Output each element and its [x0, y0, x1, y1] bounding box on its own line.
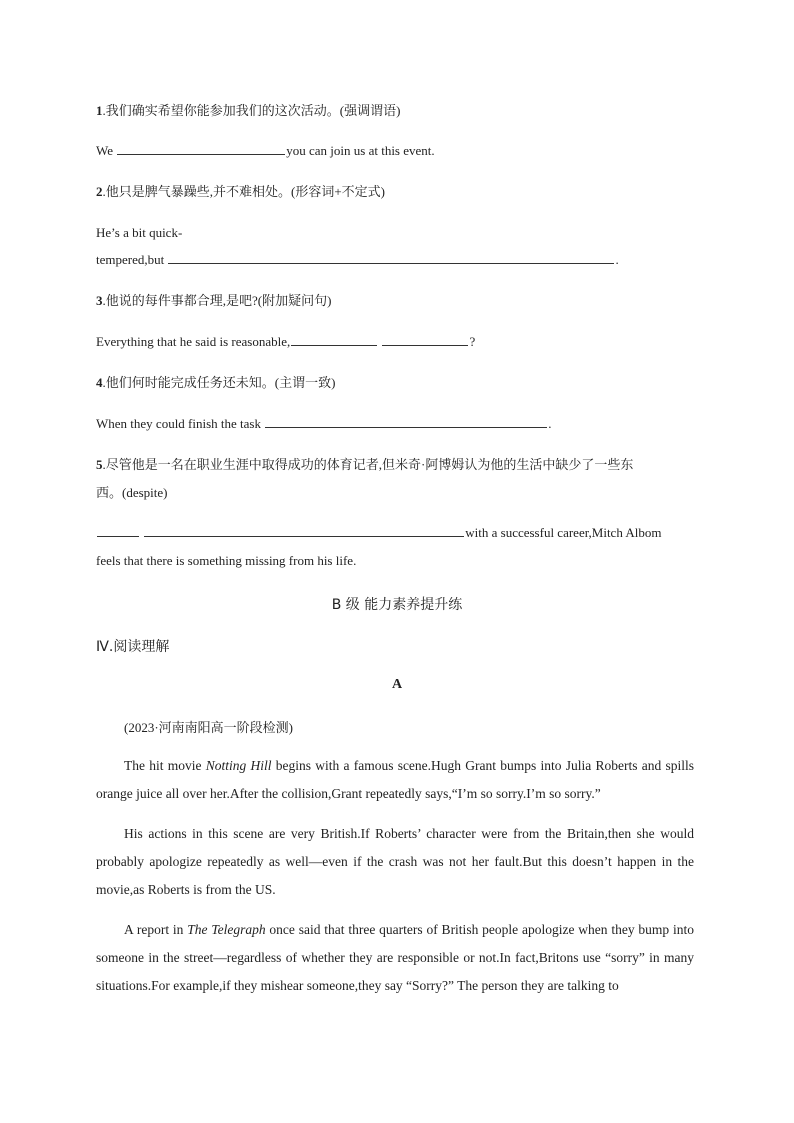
- question-5-prompt-line-2: 西。(despite): [96, 485, 168, 500]
- question-2-answer-line-1: He’s a bit quick-: [96, 225, 183, 240]
- answer-blank-1[interactable]: [97, 524, 139, 537]
- answer-blank-2[interactable]: [144, 524, 464, 537]
- paragraph-3: A report in The Telegraph once said that three quarters of British people apologize when they bump into someone in the street—regardless of whether they are responsible or not.In fact,Britons use “sorry” in many situations.For example,if they mishear someone,they say “Sorry?” The person they are talking to: [96, 922, 694, 993]
- question-2-prompt: 2.他只是脾气暴躁些,并不难相处。(形容词+不定式): [96, 184, 385, 199]
- question-1-prompt: 1.我们确实希望你能参加我们的这次活动。(强调谓语): [96, 103, 401, 118]
- passage-source: (2023·河南南阳高一阶段检测): [124, 720, 293, 735]
- paragraph-2: His actions in this scene are very British.If Roberts’ character were from the Britain,then she would probably apologize repeatedly as well—even if the crash was not her fault.But this doesn’t happen in the movie,as Roberts is from the US.: [96, 826, 694, 897]
- question-5-answer-line-1: with a successful career,Mitch Albom: [96, 524, 661, 542]
- paragraph-1: The hit movie Notting Hill begins with a famous scene.Hugh Grant bumps into Julia Roberts and spills orange juice all over her.After the collision,Grant repeatedly says,“I’m so sorry.I’m so sorry.”: [96, 758, 694, 801]
- answer-blank[interactable]: [168, 251, 614, 264]
- answer-blank-2[interactable]: [382, 333, 468, 346]
- question-5-prompt-line-1: 5.尽管他是一名在职业生涯中取得成功的体育记者,但米奇·阿博姆认为他的生活中缺少了一些东: [96, 457, 634, 472]
- passage-label: A: [391, 677, 403, 692]
- section-b-heading: B 级 能力素养提升练: [331, 597, 463, 613]
- answer-blank[interactable]: [117, 142, 285, 155]
- question-4-prompt: 4.他们何时能完成任务还未知。(主谓一致): [96, 375, 336, 390]
- question-5-answer-line-2: feels that there is something missing from his life.: [96, 553, 357, 568]
- question-1-answer-line: We you can join us at this event.: [96, 143, 435, 158]
- question-3-answer-line: Everything that he said is reasonable, ?: [96, 334, 476, 349]
- question-3-prompt: 3.他说的每件事都合理,是吧?(附加疑问句): [96, 293, 332, 308]
- answer-blank[interactable]: [265, 415, 547, 428]
- answer-blank-1[interactable]: [291, 333, 377, 346]
- question-4-answer-line: When they could finish the task .: [96, 416, 552, 431]
- section-iv-heading: Ⅳ.阅读理解: [96, 639, 170, 655]
- question-2-answer-line-2: tempered,but .: [96, 252, 619, 267]
